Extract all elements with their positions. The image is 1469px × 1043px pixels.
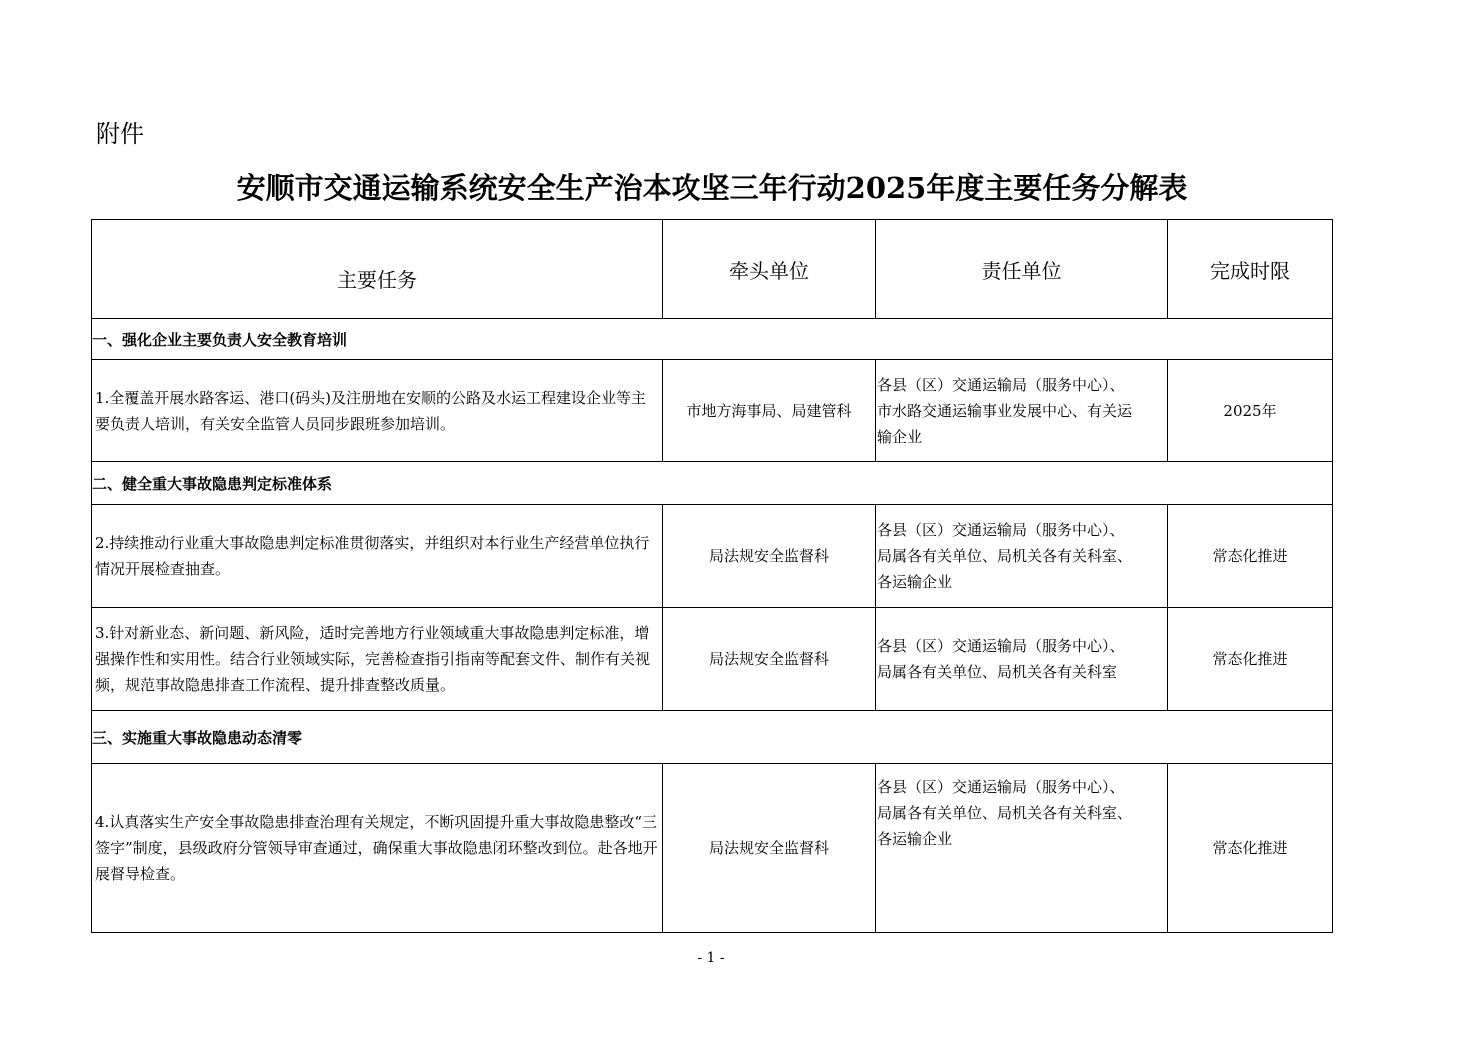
deadline-cell: 2025年 [1168, 360, 1333, 462]
header-responsible-unit: 责任单位 [876, 220, 1168, 319]
header-lead-unit: 牵头单位 [663, 220, 876, 319]
task-cell: 3.针对新业态、新问题、新风险，适时完善地方行业领域重大事故隐患判定标准，增强操作性和实用性。结合行业领域实际，完善检查指引指南等配套文件、制作有关视频，规范事故隐患排查工作流程、提升排查整改质量。 [92, 608, 663, 711]
task-cell: 2.持续推动行业重大事故隐患判定标准贯彻落实，并组织对本行业生产经营单位执行情况开展检查抽查。 [92, 505, 663, 608]
responsible-unit-cell: 各县（区）交通运输局（服务中心）、局属各有关单位、局机关各有关科室 [876, 608, 1168, 711]
section-title: 一、强化企业主要负责人安全教育培训 [92, 319, 1333, 360]
responsible-unit-cell: 各县（区）交通运输局（服务中心）、局属各有关单位、局机关各有关科室、各运输企业 [876, 505, 1168, 608]
task-cell: 1.全覆盖开展水路客运、港口(码头)及注册地在安顺的公路及水运工程建设企业等主要负责人培训，有关安全监管人员同步跟班参加培训。 [92, 360, 663, 462]
section-title: 二、健全重大事故隐患判定标准体系 [92, 462, 1333, 505]
table-row [92, 505, 1333, 608]
header-main-task: 主要任务 [92, 220, 663, 319]
section-row [92, 319, 1333, 360]
table-row [92, 764, 1333, 933]
responsible-unit-cell: 各县（区）交通运输局（服务中心）、局属各有关单位、局机关各有关科室、各运输企业 [876, 764, 1168, 933]
header-deadline: 完成时限 [1168, 220, 1333, 319]
task-cell: 4.认真落实生产安全事故隐患排查治理有关规定，不断巩固提升重大事故隐患整改“三签字”制度，县级政府分管领导审查通过，确保重大事故隐患闭环整改到位。赴各地开展督导检查。 [92, 764, 663, 933]
lead-unit-cell: 局法规安全监督科 [663, 608, 876, 711]
deadline-cell: 常态化推进 [1168, 764, 1333, 933]
page-number: - 1 - [697, 950, 725, 966]
deadline-cell: 常态化推进 [1168, 608, 1333, 711]
deadline-cell: 常态化推进 [1168, 505, 1333, 608]
section-row [92, 462, 1333, 505]
table-row [92, 608, 1333, 711]
lead-unit-cell: 市地方海事局、局建管科 [663, 360, 876, 462]
table-header-row [92, 220, 1333, 319]
lead-unit-cell: 局法规安全监督科 [663, 764, 876, 933]
attachment-label: 附件 [96, 120, 144, 148]
task-breakdown-table [91, 219, 1333, 933]
responsible-unit-cell: 各县（区）交通运输局（服务中心）、市水路交通运输事业发展中心、有关运输企业 [876, 360, 1168, 462]
section-row [92, 711, 1333, 764]
document-title: 安顺市交通运输系统安全生产治本攻坚三年行动2025年度主要任务分解表 [236, 171, 1188, 205]
table-row [92, 360, 1333, 462]
lead-unit-cell: 局法规安全监督科 [663, 505, 876, 608]
section-title: 三、实施重大事故隐患动态清零 [92, 711, 1333, 764]
